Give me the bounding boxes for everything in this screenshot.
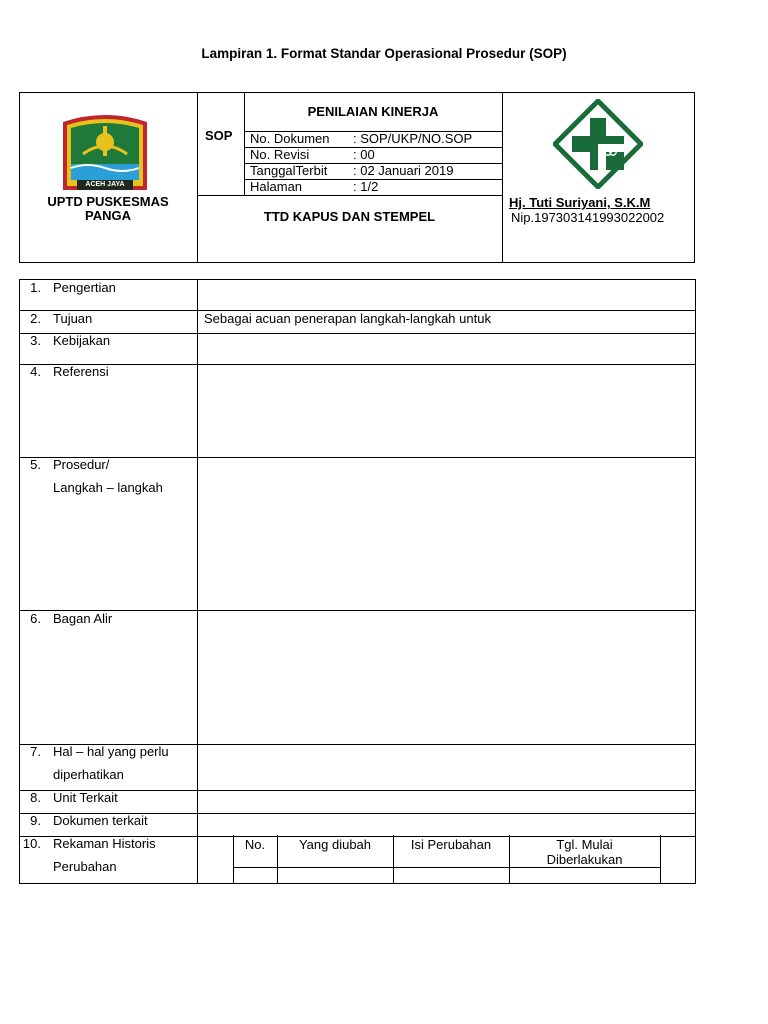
logo-text: ACEH JAYA bbox=[85, 181, 125, 188]
history-header-no: No. bbox=[244, 837, 266, 852]
ttd-label: TTD KAPUS DAN STEMPEL bbox=[263, 209, 436, 224]
row-label-referensi: 4. Referensi bbox=[30, 364, 109, 379]
meta-no-dokumen: No. Dokumen : SOP/UKP/NO.SOP bbox=[250, 131, 473, 146]
row-label-rekaman-historis-line2: Perubahan bbox=[53, 859, 117, 874]
row-label-pengertian: 1. Pengertian bbox=[30, 280, 116, 295]
tujuan-content: Sebagai acuan penerapan langkah-langkah untuk bbox=[204, 311, 491, 326]
row-label-rekaman-historis: 10. Rekaman Historis bbox=[22, 836, 156, 851]
row-label-unit-terkait: 8. Unit Terkait bbox=[30, 790, 118, 805]
organization-name bbox=[19, 195, 197, 223]
history-header-yang-diubah: Yang diubah bbox=[298, 837, 372, 852]
row-label-bagan-alir: 6. Bagan Alir bbox=[30, 611, 113, 626]
meta-tanggal-terbit: TanggalTerbit : 02 Januari 2019 bbox=[250, 163, 454, 178]
history-header-tgl-mulai: Tgl. Mulai bbox=[556, 837, 613, 852]
sop-body-table bbox=[19, 279, 696, 884]
row-label-prosedur-line2: Langkah – langkah bbox=[53, 480, 163, 495]
row-label-prosedur: 5. Prosedur/ bbox=[30, 457, 110, 472]
puskesmas-logo bbox=[553, 99, 643, 189]
sop-title: PENILAIAN KINERJA bbox=[307, 104, 439, 119]
aceh-jaya-logo bbox=[57, 108, 153, 194]
row-label-kebijakan: 3. Kebijakan bbox=[30, 333, 111, 348]
org-line-2: PANGA bbox=[85, 208, 131, 223]
sop-label: SOP bbox=[205, 128, 233, 143]
document-title: Lampiran 1. Format Standar Operasional Prosedur (SOP) bbox=[201, 46, 567, 61]
org-line-1: UPTD PUSKESMAS bbox=[47, 194, 169, 209]
row-label-tujuan: 2. Tujuan bbox=[30, 311, 93, 326]
meta-no-revisi: No. Revisi : 00 bbox=[250, 147, 375, 162]
meta-halaman: Halaman : 1/2 bbox=[250, 179, 379, 194]
row-label-hal-hal-line2: diperhatikan bbox=[53, 767, 124, 782]
history-header-diberlakukan: Diberlakukan bbox=[546, 852, 623, 867]
history-header-isi-perubahan: Isi Perubahan bbox=[410, 837, 492, 852]
signer-nip: Nip.197303141993022002 bbox=[511, 210, 665, 225]
signer-name: Hj. Tuti Suriyani, S.K.M bbox=[509, 195, 651, 210]
row-label-dokumen-terkait: 9. Dokumen terkait bbox=[30, 813, 148, 828]
row-label-hal-hal: 7. Hal – hal yang perlu bbox=[30, 744, 169, 759]
